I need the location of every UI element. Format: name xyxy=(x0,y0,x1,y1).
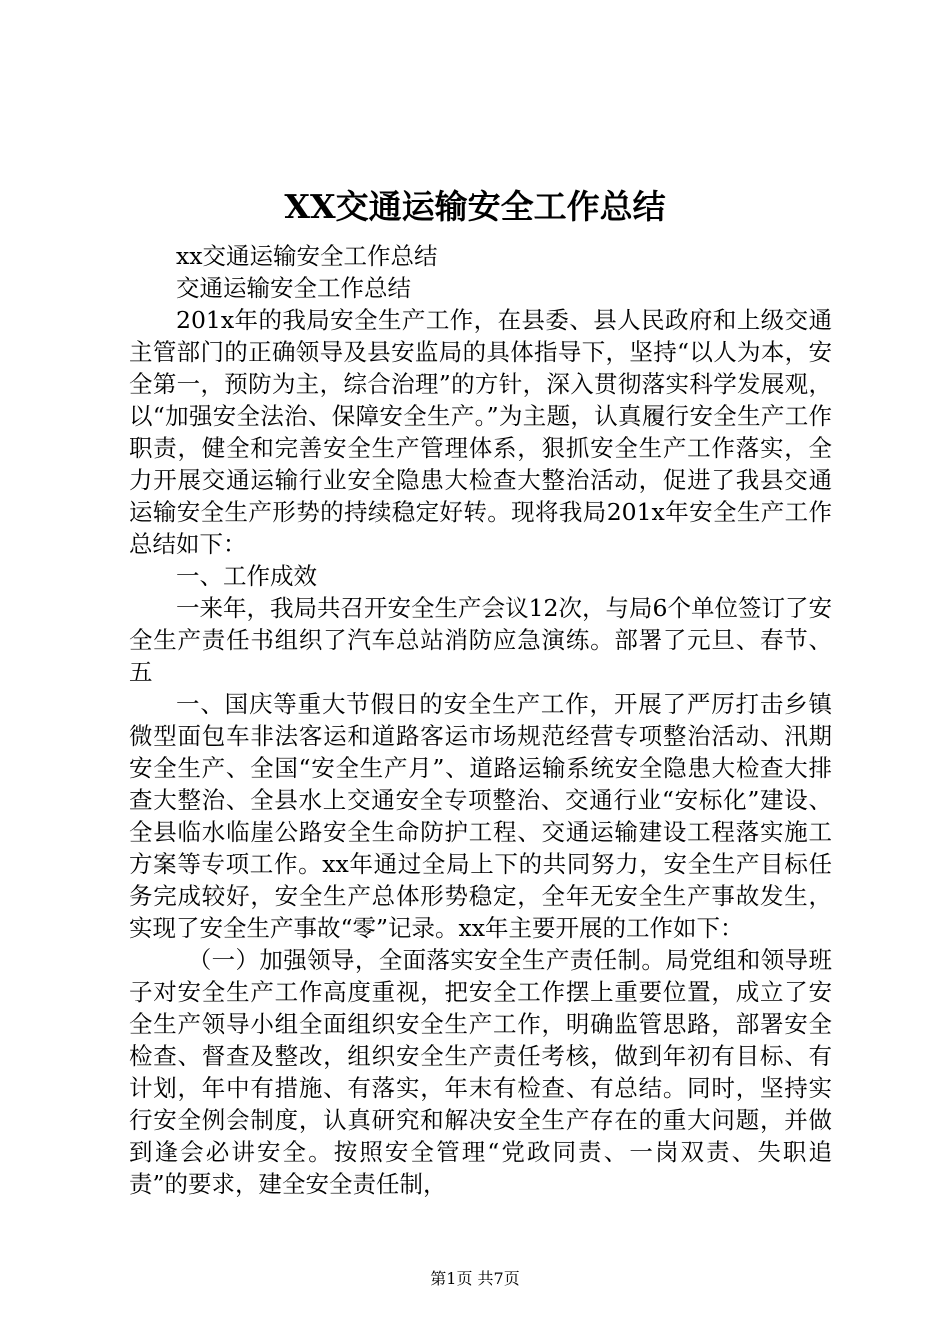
section-heading-results: 一、工作成效 xyxy=(176,562,317,590)
document-title: XX交通运输安全工作总结 xyxy=(284,187,666,226)
paragraph-subtitle: xx交通运输安全工作总结 xyxy=(176,242,438,270)
paragraph-heading: 交通运输安全工作总结 xyxy=(176,274,411,302)
paragraph-results-2: 一、国庆等重大节假日的安全生产工作，开展了严厉打击乡镇微型面包车非法客运和道路客运市场规范经营专项整治活动、汛期安全生产、全国“安全生产月”、道路运输系统安全隐患大检查大排查大整治、全县水上交通安全专项整治、交通行业“安标化”建设、全县临水临崖公路安全生命防护工程、交通运输建设工程落实施工方案等专项工作。xx年通过全局上下的共同努力，安全生产目标任务完成较好，安全生产总体形势稳定，全年无安全生产事故发生，实现了安全生产事故“零”记录。xx年主要开展的工作如下： xyxy=(129,690,832,942)
paragraph-intro: 201x年的我局安全生产工作，在县委、县人民政府和上级交通主管部门的正确领导及县安监局的具体指导下，坚持“以人为本，安全第一，预防为主，综合治理”的方针，深入贯彻落实科学发展观，以“加强安全法治、保障安全生产。”为主题，认真履行安全生产工作职责，健全和完善安全生产管理体系，狠抓安全生产工作落实，全力开展交通运输行业安全隐患大检查大整治活动，促进了我县交通运输安全生产形势的持续稳定好转。现将我局201x年安全生产工作总结如下： xyxy=(129,306,832,558)
paragraph-leadership: （一）加强领导，全面落实安全生产责任制。局党组和领导班子对安全生产工作高度重视，把安全工作摆上重要位置，成立了安全生产领导小组全面组织安全生产工作，明确监管思路，部署安全检查、督查及整改，组织安全生产责任考核，做到年初有目标、有计划，年中有措施、有落实，年末有检查、有总结。同时，坚持实行安全例会制度，认真研究和解决安全生产存在的重大问题，并做到逢会必讲安全。按照安全管理“党政同责、一岗双责、失职追责”的要求，建全安全责任制， xyxy=(129,946,832,1198)
document-body xyxy=(129,240,832,1200)
page-footer: 第1页 共7页 xyxy=(430,1269,520,1288)
paragraph-results-1: 一来年，我局共召开安全生产会议12次，与局6个单位签订了安全生产责任书组织了汽车总站消防应急演练。部署了元旦、春节、五 xyxy=(129,594,832,686)
